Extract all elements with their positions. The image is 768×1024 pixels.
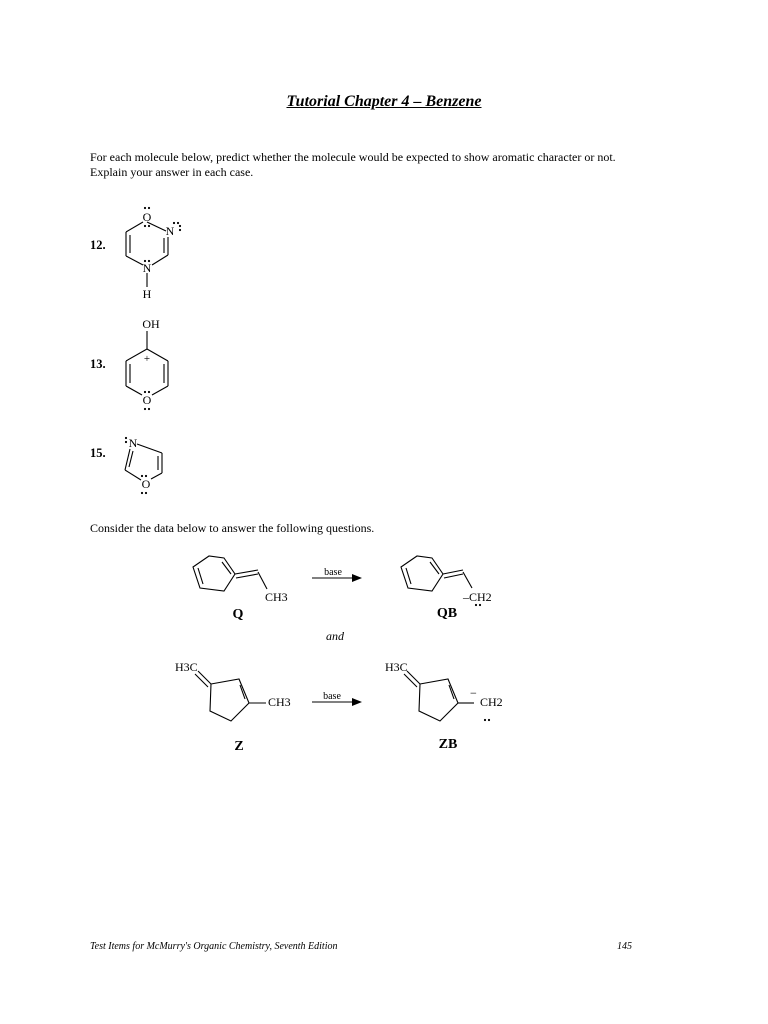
reactant-z-structure xyxy=(195,671,266,721)
atom-label: N xyxy=(165,224,175,238)
zb-lone-pair-dot xyxy=(484,719,486,721)
atom-label: H xyxy=(142,287,152,301)
reactant-z-label: Z xyxy=(234,739,244,754)
product-qb-label: QB xyxy=(436,606,458,621)
product-zb-charge: − xyxy=(470,686,477,700)
atom-label: N xyxy=(128,436,138,450)
reactant-z-top-group: H3C xyxy=(175,660,198,674)
question-13-number: 13. xyxy=(90,357,106,371)
product-zb-group: CH2 xyxy=(480,695,503,709)
atom-label: N xyxy=(142,261,152,275)
reactant-z-group: CH3 xyxy=(268,695,291,709)
zb-lone-pair-dot xyxy=(488,719,490,721)
footer-source: Test Items for McMurry's Organic Chemistry, Seventh Edition xyxy=(90,941,338,952)
molecule-12-structure xyxy=(126,222,168,287)
atom-label: O xyxy=(142,210,152,224)
product-zb-structure xyxy=(404,671,474,721)
reaction-1-arrowhead xyxy=(352,574,362,582)
product-zb-label: ZB xyxy=(438,737,458,752)
connector-and: and xyxy=(326,629,344,643)
question-12-number: 12. xyxy=(90,238,106,252)
reactant-q-label: Q xyxy=(232,607,244,622)
charge-label: + xyxy=(143,353,151,365)
product-zb-top-group: H3C xyxy=(385,660,408,674)
product-qb-group: –CH2 xyxy=(463,590,492,604)
qb-lone-pair-dot xyxy=(479,604,481,606)
footer-page-number: 145 xyxy=(617,941,632,952)
data-prompt: Consider the data below to answer the following questions. xyxy=(90,521,375,535)
reactant-q-structure xyxy=(193,556,267,591)
reaction-2-reagent: base xyxy=(323,691,341,702)
page-title: Tutorial Chapter 4 – Benzene xyxy=(286,93,482,110)
instructions-line-2: Explain your answer in each case. xyxy=(90,165,254,179)
atom-label: O xyxy=(141,477,151,491)
product-qb-structure xyxy=(401,556,472,591)
question-15-number: 15. xyxy=(90,446,106,460)
instructions-line-1: For each molecule below, predict whether the molecule would be expected to show aromatic character or not. xyxy=(90,150,616,164)
reaction-2-arrowhead xyxy=(352,698,362,706)
reactant-q-group: CH3 xyxy=(265,590,288,604)
atom-label: OH xyxy=(142,317,160,331)
reaction-1-reagent: base xyxy=(324,567,342,578)
qb-lone-pair-dot xyxy=(475,604,477,606)
atom-label: O xyxy=(142,393,152,407)
